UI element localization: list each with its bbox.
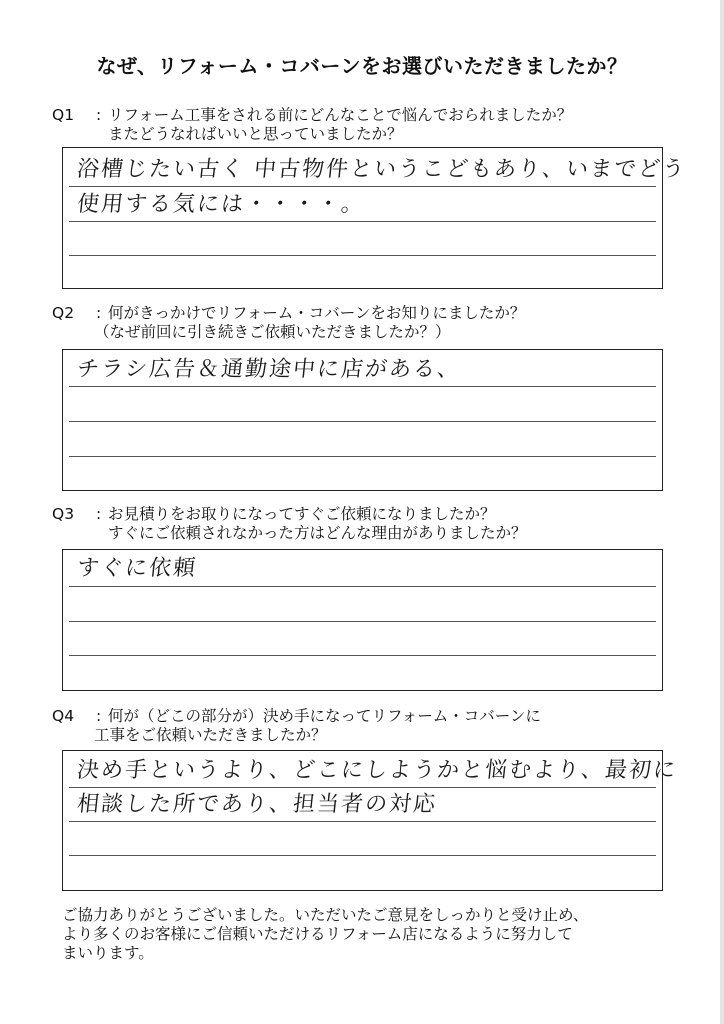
answer-box-4[interactable] — [62, 750, 679, 891]
question-text: 何が（どこの部分が）決め手になってリフォーム・コバーンに — [108, 707, 541, 725]
question-text: リフォーム工事をされる前にどんなことで悩んでおられましたか？ — [108, 106, 573, 124]
ruled-line — [69, 386, 656, 387]
handwritten-answer-line: 使用する気には・・・・。 — [75, 192, 367, 217]
question-subtext: すぐにご依頼されなかった方はどんな理由がありましたか？ — [108, 524, 527, 542]
survey-title: なぜ、リフォーム・コバーンをお選びいただきましたか？ — [96, 54, 628, 78]
question-subtext: またどうなればいいと思っていましたか？ — [108, 125, 403, 143]
answer-box-3[interactable] — [62, 549, 663, 691]
question-4 — [52, 707, 692, 745]
ruled-line — [69, 821, 656, 822]
ruled-line — [69, 655, 656, 656]
question-subtext: 工事をご依頼いただきましたか？ — [94, 726, 327, 744]
closing-line: より多くのお客様にご信頼いただけるリフォーム店になるように努力して — [62, 925, 573, 943]
ruled-line — [69, 421, 656, 422]
handwritten-answer-line: 浴槽じたい古く 中古物件というこどもあり、いまでどう — [75, 157, 688, 182]
closing-message — [62, 906, 662, 963]
handwritten-answer-line: すぐに依頼 — [75, 556, 199, 581]
question-number: Q3 — [52, 505, 75, 523]
handwritten-answer-line: 相談した所であり、担当者の対応 — [75, 792, 439, 817]
ruled-line — [69, 221, 656, 222]
ruled-line — [69, 456, 656, 457]
ruled-line — [69, 855, 656, 856]
question-text: お見積りをお取りになってすぐご依頼になりましたか？ — [108, 505, 496, 523]
ruled-line — [69, 186, 656, 187]
question-colon: : — [96, 505, 102, 523]
scan-page-edge — [720, 0, 724, 1024]
question-subtext: （なぜ前回に引き続きご依頼いただきましたか？） — [94, 323, 451, 341]
answer-box-2[interactable] — [62, 349, 663, 491]
answer-box-1[interactable] — [62, 147, 688, 289]
question-colon: : — [96, 106, 102, 124]
question-colon: : — [96, 707, 102, 725]
question-1 — [52, 106, 692, 144]
closing-line: まいります。 — [62, 944, 154, 962]
ruled-line — [69, 787, 656, 788]
question-3 — [52, 505, 692, 543]
ruled-line — [69, 586, 656, 587]
question-number: Q2 — [52, 304, 75, 322]
ruled-line — [69, 255, 656, 256]
question-text: 何がきっかけでリフォーム・コバーンをお知りにましたか？ — [108, 304, 526, 322]
question-number: Q1 — [52, 106, 75, 124]
question-number: Q4 — [52, 707, 75, 725]
handwritten-answer-line: チラシ広告＆通勤途中に店がある、 — [75, 357, 463, 382]
handwritten-answer-line: 決め手というより、どこにしようかと悩むより、最初に — [75, 758, 679, 783]
closing-line: ご協力ありがとうございました。いただいたご意見をしっかりと受け止め、 — [62, 906, 589, 924]
question-colon: : — [96, 304, 102, 322]
question-2 — [52, 304, 692, 342]
ruled-line — [69, 621, 656, 622]
